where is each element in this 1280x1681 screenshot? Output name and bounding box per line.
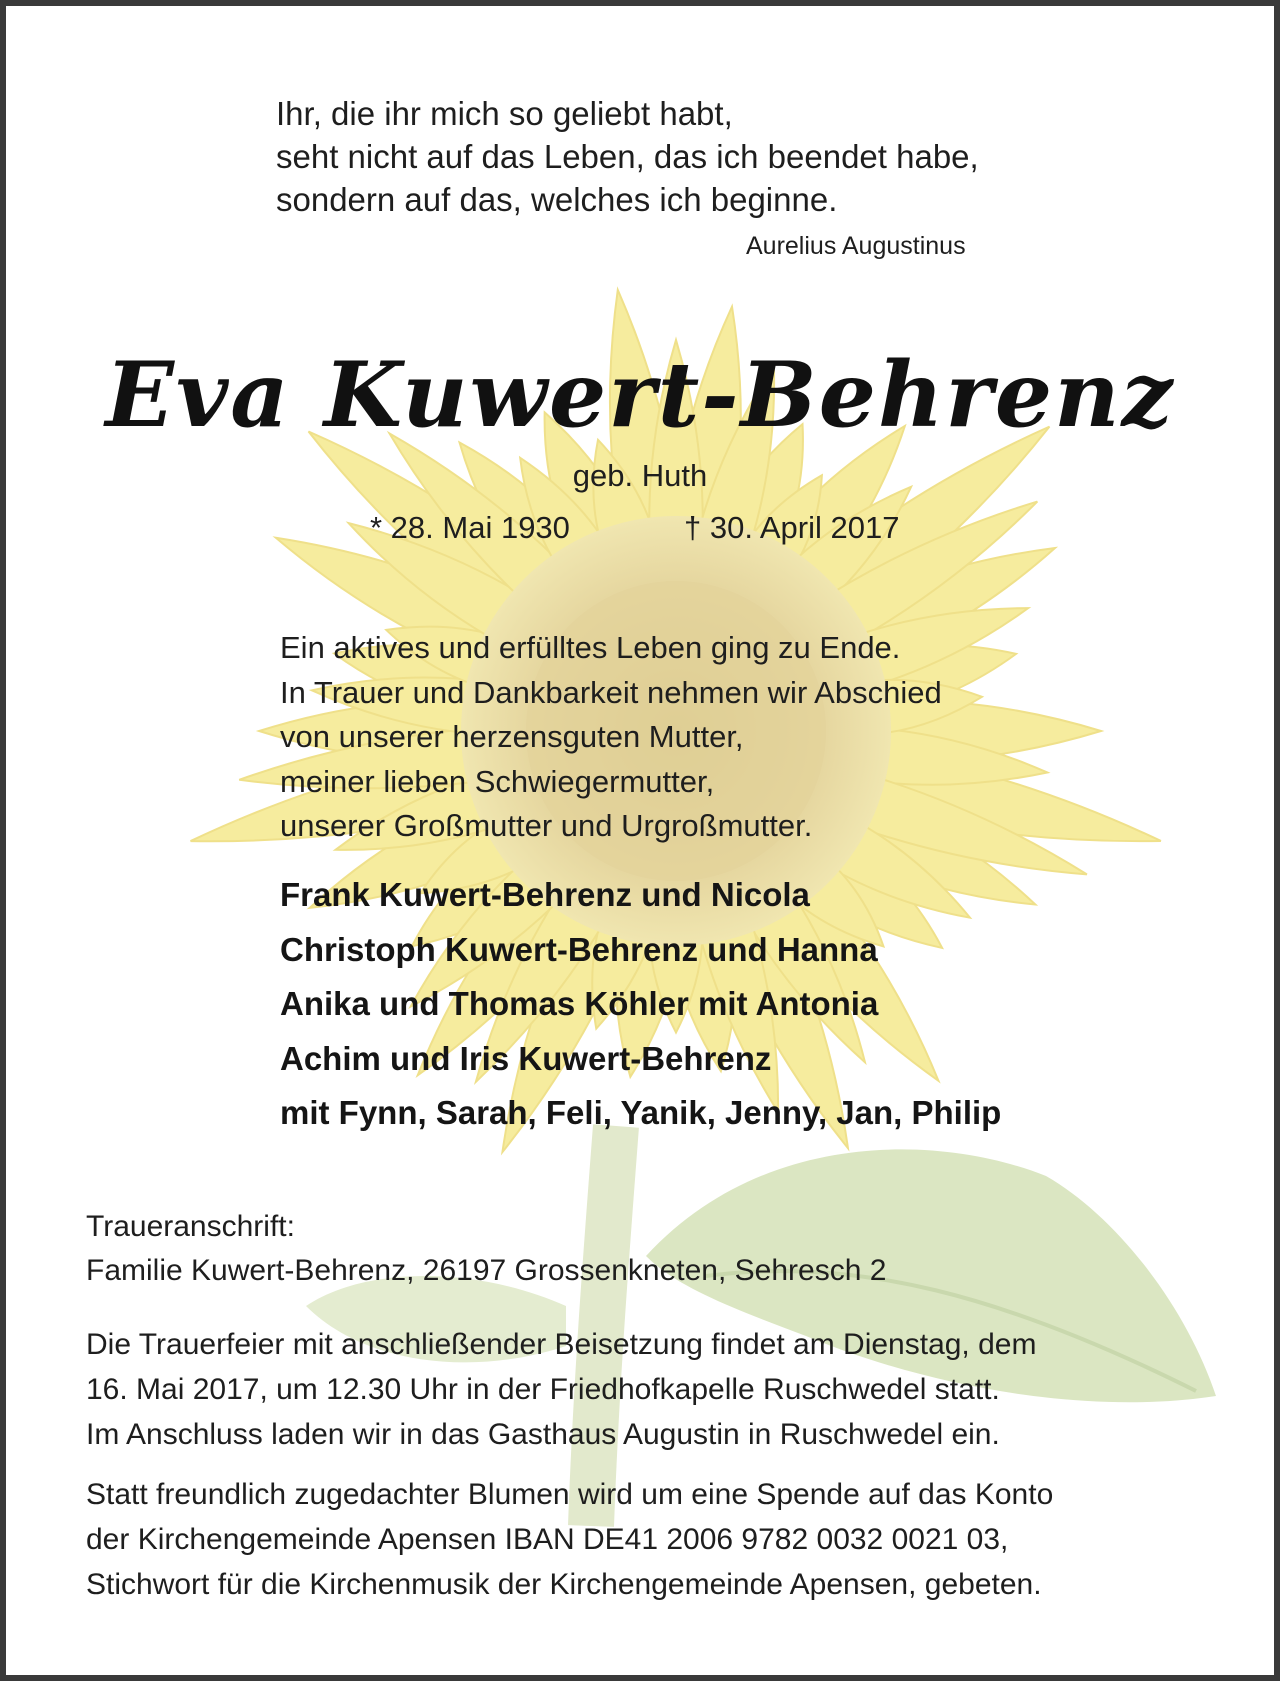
farewell-message — [280, 626, 942, 849]
death-date: † 30. April 2017 — [684, 510, 900, 545]
family-line: mit Fynn, Sarah, Feli, Yanik, Jenny, Jan, Philip — [280, 1094, 1002, 1131]
message-line: meiner lieben Schwiegermutter, — [280, 763, 715, 799]
birth-name: geb. Huth — [572, 458, 708, 493]
message-line: Ein aktives und erfülltes Leben ging zu Ende. — [280, 630, 901, 665]
service-line: Im Anschluss laden wir in das Gasthaus Augustin in Ruschwedel ein. — [86, 1418, 1000, 1451]
birth-date: * 28. Mai 1930 — [370, 510, 570, 545]
message-line: In Trauer und Dankbarkeit nehmen wir Abschied — [280, 674, 942, 710]
deceased-name: Eva Kuwert-Behrenz — [105, 342, 1175, 448]
service-line: Die Trauerfeier mit anschließender Beisetzung findet am Dienstag, dem — [86, 1328, 1037, 1361]
family-line: Frank Kuwert-Behrenz und Nicola — [280, 876, 810, 913]
address-label: Traueranschrift: — [86, 1210, 295, 1243]
family-line: Christoph Kuwert-Behrenz und Hanna — [280, 930, 878, 968]
quote-line: Ihr, die ihr mich so geliebt habt, — [276, 95, 733, 132]
message-line: unserer Großmutter und Urgroßmutter. — [280, 808, 813, 843]
quote — [276, 92, 979, 221]
family-line: Anika und Thomas Köhler mit Antonia — [280, 985, 879, 1022]
quote-line: seht nicht auf das Leben, das ich beendet habe, — [276, 138, 979, 175]
donation-line: der Kirchengemeinde Apensen IBAN DE41 2006 9782 0032 0021 03, — [86, 1523, 1009, 1556]
donation-line: Statt freundlich zugedachter Blumen wird um eine Spende auf das Konto — [86, 1478, 1054, 1511]
message-line: von unserer herzensguten Mutter, — [280, 719, 744, 754]
family-members — [280, 868, 1001, 1141]
service-info — [86, 1322, 1036, 1457]
address-value: Familie Kuwert-Behrenz, 26197 Grossenkneten, Sehresch 2 — [86, 1254, 887, 1287]
donation-info — [86, 1472, 1053, 1607]
service-line: 16. Mai 2017, um 12.30 Uhr in der Friedhofkapelle Ruschwedel statt. — [86, 1373, 1000, 1406]
donation-line: Stichwort für die Kirchenmusik der Kirchengemeinde Apensen, gebeten. — [86, 1568, 1042, 1601]
quote-line: sondern auf das, welches ich beginne. — [276, 181, 838, 218]
quote-author: Aurelius Augustinus — [746, 232, 966, 260]
family-line: Achim und Iris Kuwert-Behrenz — [280, 1039, 772, 1077]
